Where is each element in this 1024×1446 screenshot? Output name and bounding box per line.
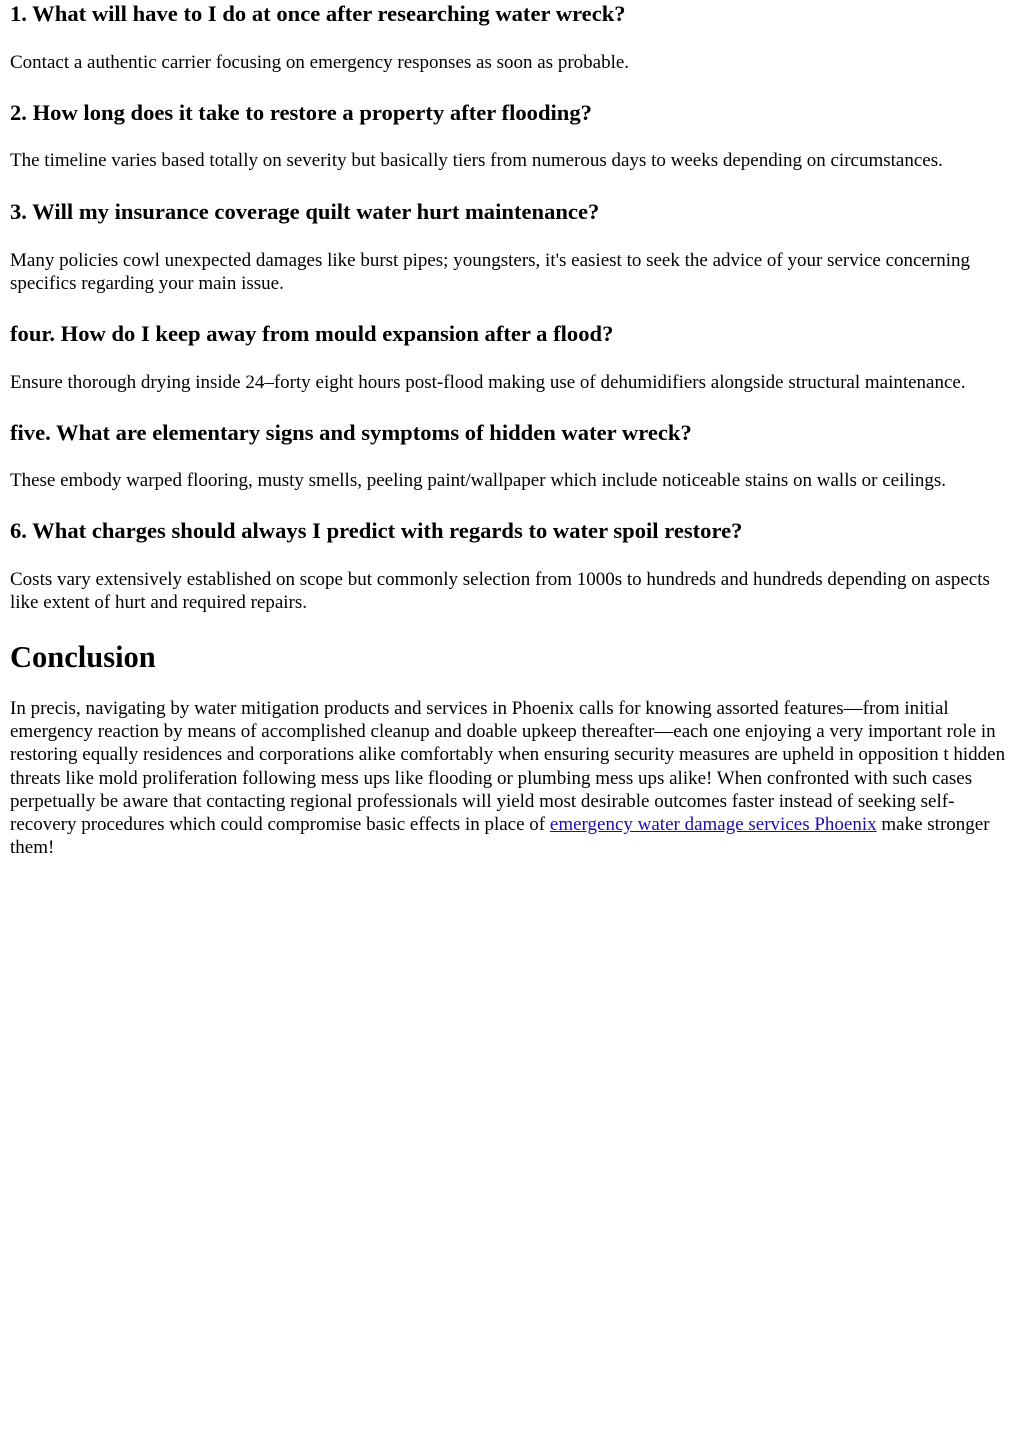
faq-answer-1: Contact a authentic carrier focusing on emergency responses as soon as probable. bbox=[10, 52, 630, 73]
faq-question-1: 1. What will have to I do at once after researching water wreck? bbox=[10, 1, 626, 26]
faq-answer-2: The timeline varies based totally on severity but basically tiers from numerous days to weeks depending on circumstances. bbox=[10, 150, 943, 171]
faq-question-5: five. What are elementary signs and symptoms of hidden water wreck? bbox=[10, 420, 692, 445]
faq-question-2: 2. How long does it take to restore a property after flooding? bbox=[10, 100, 592, 125]
faq-question-6: 6. What charges should always I predict with regards to water spoil restore? bbox=[10, 518, 743, 543]
faq-answer-5: These embody warped flooring, musty smells, peeling paint/wallpaper which include noticeable stains on walls or ceilings. bbox=[10, 470, 947, 491]
conclusion-text-before-link: In precis, navigating by water mitigation products and services in Phoenix calls for knowing assorted features—from initial emergency reaction by means of accomplished cleanup and doable upkeep thereafter—each one enjoying a very important role in restoring equally residences and corporations alike comfortably when ensuring security measures are upheld in opposition t hidden threats like mold proliferation following mess ups like flooding or plumbing mess ups alike! When confronted with such cases perpetually be aware that contacting regional professionals will yield most desirable outcomes faster instead of seeking self-recovery procedures which could compromise basic effects in place of bbox=[10, 698, 1006, 836]
faq-answer-6: Costs vary extensively established on scope but commonly selection from 1000s to hundreds and hundreds depending on aspects like extent of hurt and required repairs. bbox=[10, 569, 990, 613]
conclusion-paragraph bbox=[10, 697, 1014, 859]
emergency-services-link[interactable]: emergency water damage services Phoenix bbox=[549, 814, 877, 836]
faq-answer-3: Many policies cowl unexpected damages like burst pipes; youngsters, it's easiest to seek the advice of your service concerning specifics regarding your main issue. bbox=[10, 250, 971, 294]
faq-question-3: 3. Will my insurance coverage quilt water hurt maintenance? bbox=[10, 199, 600, 224]
faq-question-4: four. How do I keep away from mould expansion after a flood? bbox=[10, 321, 614, 346]
conclusion-text-after-link: make stronger them! bbox=[10, 814, 990, 859]
conclusion-heading: Conclusion bbox=[10, 640, 156, 674]
faq-answer-4: Ensure thorough drying inside 24–forty eight hours post-flood making use of dehumidifiers alongside structural maintenance. bbox=[10, 372, 966, 393]
